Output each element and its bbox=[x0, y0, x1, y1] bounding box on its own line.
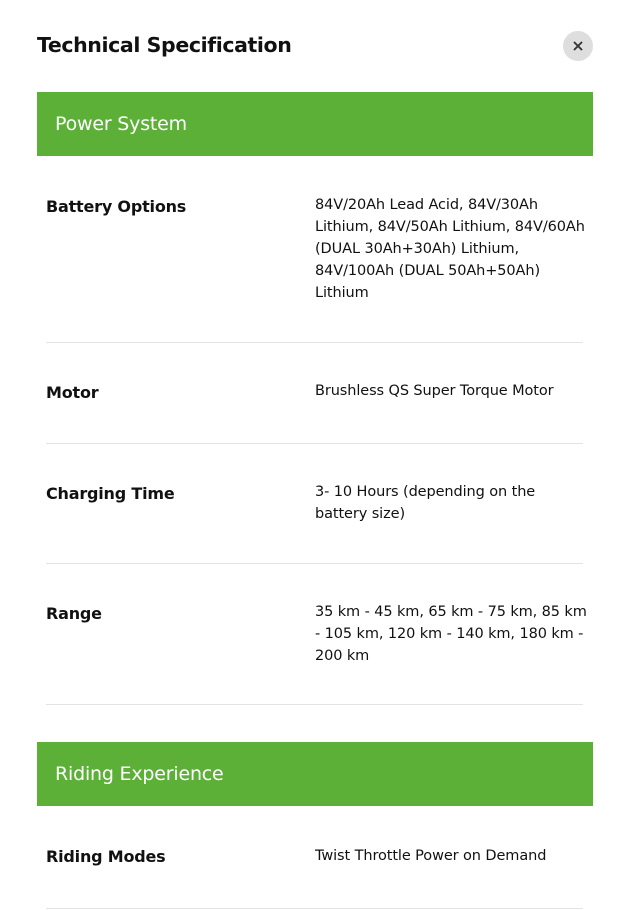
close-icon bbox=[573, 41, 583, 51]
spec-value: 84V/20Ah Lead Acid, 84V/30Ah Lithium, 84V/50Ah Lithium, 84V/60Ah (DUAL 30Ah+30Ah) Lithium, 84V/100Ah (DUAL 50Ah+50Ah) Lithium bbox=[315, 197, 585, 301]
spec-row-motor bbox=[46, 343, 583, 444]
modal-header bbox=[37, 28, 593, 64]
spec-row-charging-time bbox=[46, 444, 583, 564]
spec-label: Riding Modes bbox=[46, 847, 166, 866]
spec-label: Battery Options bbox=[46, 197, 187, 216]
spec-value: Twist Throttle Power on Demand bbox=[315, 848, 547, 864]
section-header-riding-experience[interactable]: Riding Experience bbox=[37, 742, 593, 806]
spec-row-riding-modes bbox=[46, 807, 583, 909]
section-header-power-system[interactable]: Power System bbox=[37, 92, 593, 156]
spec-row-battery-options bbox=[46, 157, 583, 343]
modal-title: Technical Specification bbox=[37, 33, 292, 57]
spec-label: Range bbox=[46, 604, 102, 623]
spec-label: Charging Time bbox=[46, 484, 175, 503]
spec-value: 35 km - 45 km, 65 km - 75 km, 85 km - 105 km, 120 km - 140 km, 180 km - 200 km bbox=[315, 604, 587, 664]
spec-value: Brushless QS Super Torque Motor bbox=[315, 383, 554, 399]
spec-value: 3- 10 Hours (depending on the battery size) bbox=[315, 484, 536, 522]
close-button[interactable] bbox=[563, 31, 593, 61]
spec-row-range bbox=[46, 564, 587, 705]
spec-label: Motor bbox=[46, 383, 99, 402]
